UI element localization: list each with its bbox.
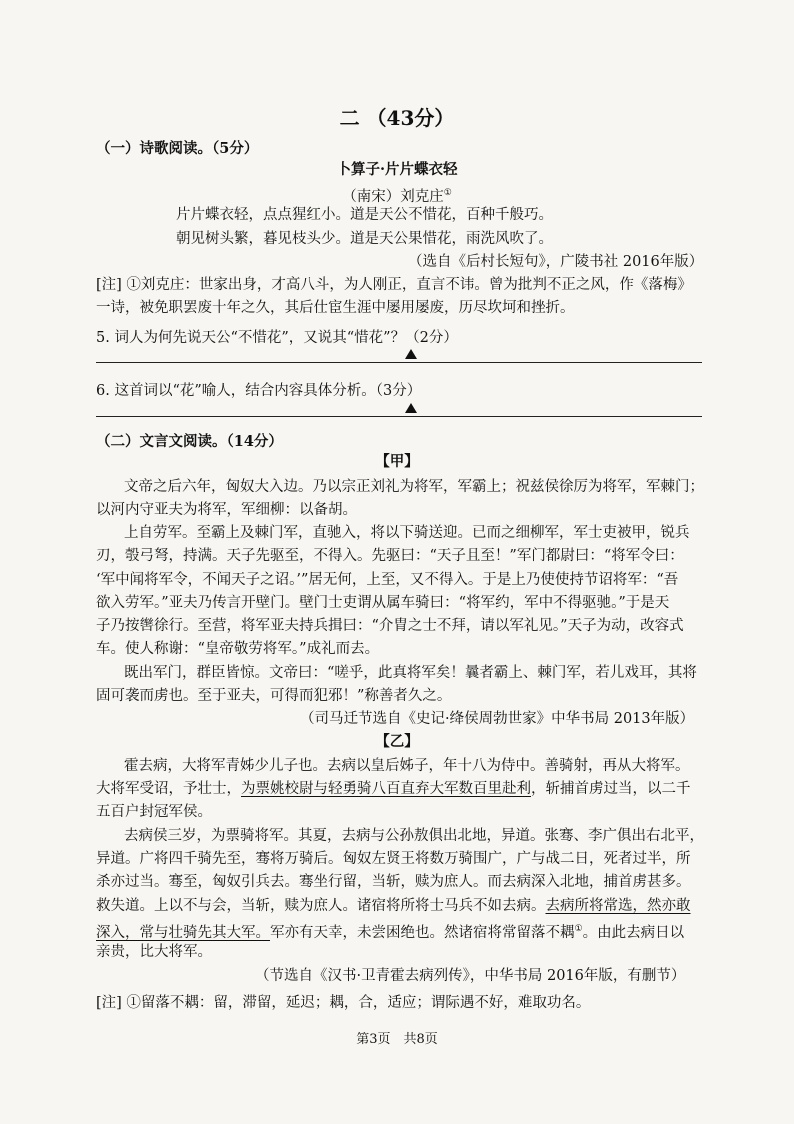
poem-line-1: 片片蝶衣轻，点点猩红小。道是天公不惜花，百种千般巧。	[176, 207, 553, 223]
answer-line-q5	[96, 362, 702, 363]
poetry-heading: （一）诗歌阅读。（5分）	[96, 140, 259, 157]
jia-line: 刃，彀弓弩，持满。天子先驱至，不得入。先驱曰：“天子且至！”军门都尉曰：“将军令曰：	[96, 548, 684, 564]
poem-note-line-1: [注] ①刘克庄：世家出身，才高八斗，为人刚正，直言不讳。曾为批判不正之风，作《落梅》	[96, 277, 692, 293]
author-text: （南宋）刘克庄	[342, 188, 444, 205]
yi-line: 去病侯三岁，为票骑将军。其夏，去病与公孙敖俱出北地，异道。张骞、李广俱出右北平，	[124, 828, 704, 844]
underlined-sentence: 深入，常与壮骑先其大军。	[96, 924, 270, 941]
jia-line: 子乃按辔徐行。至营，将军亚夫持兵揖曰：“介胄之士不拜，请以军礼见。”天子为动，改容式	[96, 618, 684, 634]
jia-line: 欲入劳军。”亚夫乃传言开壁门。壁门士吏谓从属车骑曰：“将军约，军中不得驱驰。”于是天	[96, 595, 670, 611]
text-yi-label: 【乙】	[375, 733, 419, 750]
question-5: 5. 词人为何先说天公“不惜花”，又说其“惜花”？（2分）	[96, 330, 458, 346]
question-6: 6. 这首词以“花”喻人，结合内容具体分析。（3分）	[96, 383, 422, 399]
poem-line-2: 朝见树头繁，暮见枝头少。道是天公果惜花，雨洗风吹了。	[176, 231, 553, 247]
jia-line: 车。使人称谢：“皇帝敬劳将军。”成礼而去。	[96, 641, 380, 657]
yi-line	[96, 779, 691, 799]
section-title: 二 （43分）	[339, 106, 455, 130]
yi-line	[96, 896, 691, 916]
author-note-mark: ①	[443, 188, 452, 198]
yi-text: 救失道。上以不与会，当斩，赎为庶人。诸宿将所将士马兵不如去病。	[96, 898, 546, 914]
yi-text: 大将军受诏，予壮士，	[96, 781, 241, 797]
answer-triangle-icon	[405, 349, 417, 359]
yi-line: 亲贵，比大将军。	[96, 944, 212, 960]
page-number: 第3页 共8页	[356, 1032, 438, 1047]
answer-triangle-icon	[405, 403, 417, 413]
poem-source: （选自《后村长短句》，广陵书社 2016年版）	[408, 254, 704, 270]
yi-line: 五百户封冠军侯。	[96, 804, 212, 820]
poem-note-line-2: 一诗，被免职罢废十年之久，其后仕宦生涯中屡用屡废，历尽坎坷和挫折。	[96, 300, 575, 316]
underlined-sentence: 为票姚校尉与轻勇骑八百直弃大军数百里赴利	[241, 781, 531, 797]
yi-text: 。由此去病日以	[582, 924, 685, 941]
jia-line: 上自劳军。至霸上及棘门军，直驰入，将以下骑送迎。已而之细柳军，军士吏被甲，锐兵	[124, 525, 690, 541]
poem-title: 卜算子·片片蝶衣轻	[336, 161, 458, 178]
yi-line: 霍去病，大将军青姊少儿子也。去病以皇后姊子，年十八为侍中。善骑射，再从大将军。	[124, 758, 690, 774]
classical-heading: （二）文言文阅读。（14分）	[96, 433, 283, 450]
text-jia-label: 【甲】	[375, 453, 419, 470]
underlined-sentence: 去病所将常选，然亦敢	[545, 898, 691, 914]
jia-line: 既出军门，群臣皆惊。文帝曰：“嗟乎，此真将军矣！曩者霸上、棘门军，若儿戏耳，其将	[124, 665, 697, 681]
jia-line: ‘军中闻将军令，不闻天子之诏。’”居无何，上至，又不得入。于是上乃使使持节诏将军：“吾	[96, 572, 679, 588]
yi-text: 军亦有天幸，未尝困绝也。然诸宿将常留落不耦	[270, 924, 575, 941]
answer-line-q6	[96, 416, 702, 417]
jia-line: 固可袭而虏也。至于亚夫，可得而犯邪！”称善者久之。	[96, 688, 452, 704]
yi-note-mark: ①	[574, 924, 583, 934]
jia-line: 文帝之后六年，匈奴大入边。乃以宗正刘礼为将军，军霸上；祝兹侯徐厉为将军，军棘门；	[124, 479, 704, 495]
yi-line: 异道。广将四千骑先至，骞将万骑后。匈奴左贤王将数万骑围广，广与战二日，死者过半，所	[96, 851, 691, 867]
yi-source: （节选自《汉书·卫青霍去病列传》，中华书局 2016年版，有删节）	[255, 968, 686, 984]
jia-line: 以河内守亚夫为将军，军细柳：以备胡。	[96, 502, 357, 518]
yi-text: ，斩捕首虏过当，以二千	[531, 781, 691, 797]
jia-source: （司马迁节选自《史记·绛侯周勃世家》中华书局 2013年版）	[300, 711, 695, 727]
yi-line	[96, 919, 684, 943]
poem-author	[0, 183, 794, 207]
yi-line: 杀亦过当。骞至，匈奴引兵去。骞坐行留，当斩，赎为庶人。而去病深入北地，捕首虏甚多。	[96, 874, 691, 890]
yi-note: [注] ①留落不耦：留，滞留，延迟；耦，合，适应；谓际遇不好，难取功名。	[96, 995, 591, 1011]
